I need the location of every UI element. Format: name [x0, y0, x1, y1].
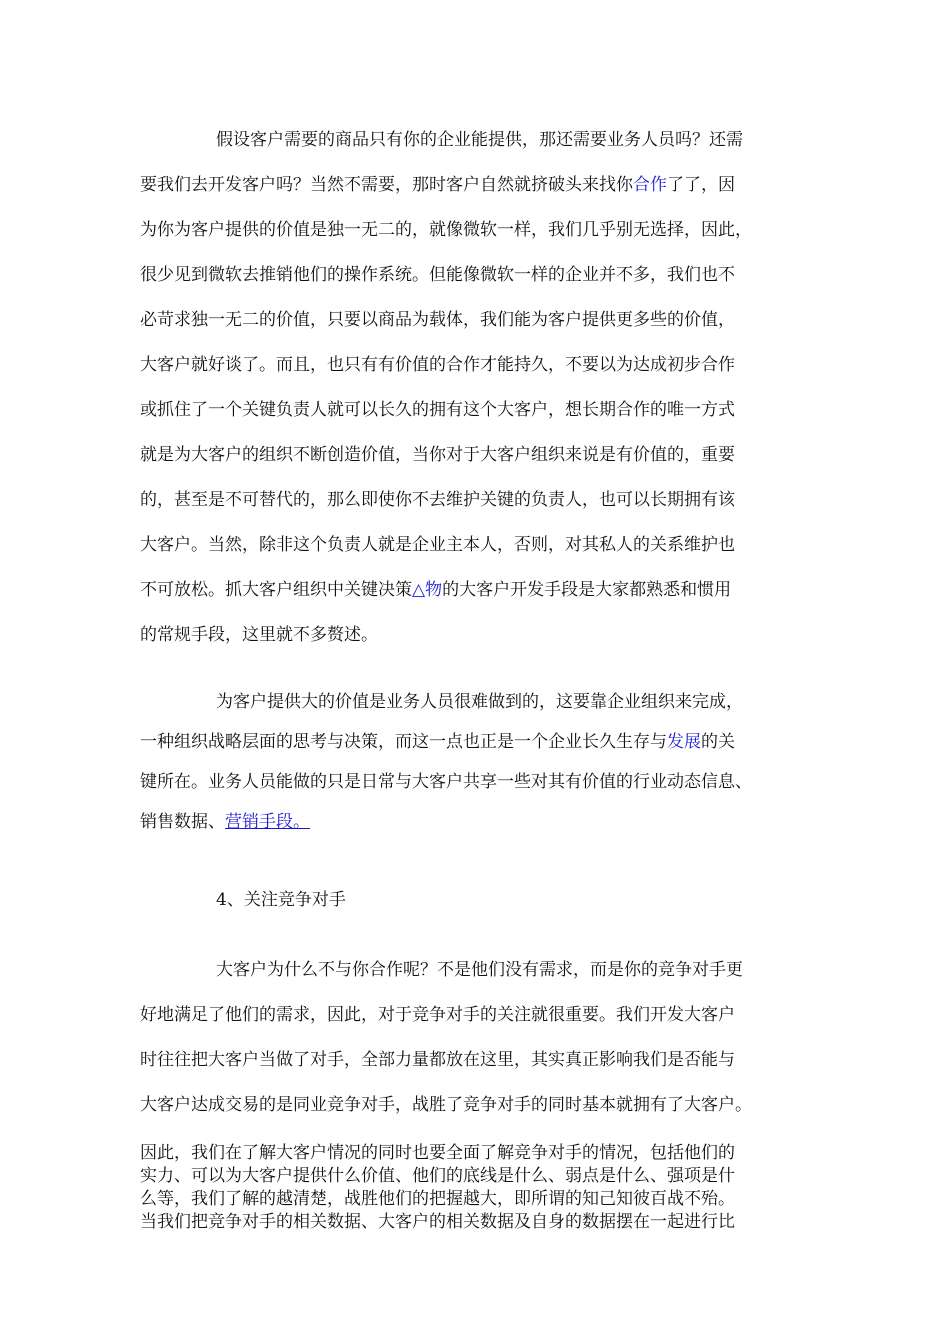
text-line: 大客户达成交易的是同业竞争对手，战胜了竞争对手的同时基本就拥有了大客户。	[140, 1095, 752, 1115]
text-line: 为客户提供大的价值是业务人员很难做到的，这要靠企业组织来完成，	[216, 692, 743, 712]
text-segment: 一种组织战略层面的思考与决策，而这一点也正是一个企业长久生存与	[140, 732, 667, 752]
paragraph-2	[140, 682, 830, 842]
text-line: 好地满足了他们的需求，因此，对于竞争对手的关注就很重要。我们开发大客户	[140, 1005, 735, 1025]
text-line: 时往往把大客户当做了对手，全部力量都放在这里，其实真正影响我们是否能与	[140, 1050, 735, 1070]
link-figure[interactable]: △物	[412, 580, 443, 600]
text-line: 为你为客户提供的价值是独一无二的，就像微软一样，我们几乎别无选择，因此，	[140, 220, 752, 240]
text-line: 假设客户需要的商品只有你的企业能提供，那还需要业务人员吗？还需	[216, 130, 743, 150]
text-line: 的常规手段，这里就不多赘述。	[140, 625, 378, 645]
text-line: 的，甚至是不可替代的，那么即使你不去维护关键的负责人，也可以长期拥有该	[140, 490, 735, 510]
text-line: 大客户就好谈了。而且，也只有有价值的合作才能持久，不要以为达成初步合作	[140, 355, 735, 375]
text-segment: 销售数据、	[140, 812, 225, 832]
text-line	[140, 722, 830, 762]
text-line: 大客户为什么不与你合作呢？不是他们没有需求，而是你的竞争对手更	[216, 960, 743, 980]
paragraph-3	[140, 948, 830, 1128]
text-line: 就是为大客户的组织不断创造价值，当你对于大客户组织来说是有价值的，重要	[140, 445, 735, 465]
text-line: 很少见到微软去推销他们的操作系统。但能像微软一样的企业并不多，我们也不	[140, 265, 735, 285]
paragraph-1	[140, 118, 830, 658]
section-heading: 4、关注竞争对手	[216, 890, 346, 910]
text-line	[140, 568, 830, 613]
link-cooperation[interactable]: 合作	[633, 175, 667, 195]
link-development[interactable]: 发展	[667, 732, 701, 752]
text-line: 么等，我们了解的越清楚，战胜他们的把握越大，即所谓的知己知彼百战不殆。	[140, 1189, 735, 1209]
text-line: 大客户。当然，除非这个负责人就是企业主本人，否则，对其私人的关系维护也	[140, 535, 735, 555]
section-heading-block	[140, 880, 830, 920]
text-line	[140, 802, 830, 842]
text-segment: 的大客户开发手段是大家都熟悉和惯用	[442, 580, 732, 600]
text-segment: 要我们去开发客户吗？当然不需要，那时客户自然就挤破头来找你	[140, 175, 633, 195]
text-segment: 的关	[701, 732, 735, 752]
text-line: 键所在。业务人员能做的只是日常与大客户共享一些对其有价值的行业动态信息、	[140, 772, 752, 792]
link-marketing-means[interactable]: 营销手段。	[225, 812, 310, 832]
paragraph-4	[140, 1142, 830, 1234]
text-line	[140, 163, 830, 208]
text-segment: 了了，因	[667, 175, 735, 195]
text-line: 实力、可以为大客户提供什么价值、他们的底线是什么、弱点是什么、强项是什	[140, 1166, 735, 1186]
text-line: 或抓住了一个关键负责人就可以长久的拥有这个大客户，想长期合作的唯一方式	[140, 400, 735, 420]
text-line: 因此，我们在了解大客户情况的同时也要全面了解竞争对手的情况，包括他们的	[140, 1143, 735, 1163]
text-line: 必苛求独一无二的价值，只要以商品为载体，我们能为客户提供更多些的价值，	[140, 310, 735, 330]
text-segment: 不可放松。抓大客户组织中关键决策	[140, 580, 412, 600]
text-line: 当我们把竞争对手的相关数据、大客户的相关数据及自身的数据摆在一起进行比	[140, 1212, 735, 1232]
